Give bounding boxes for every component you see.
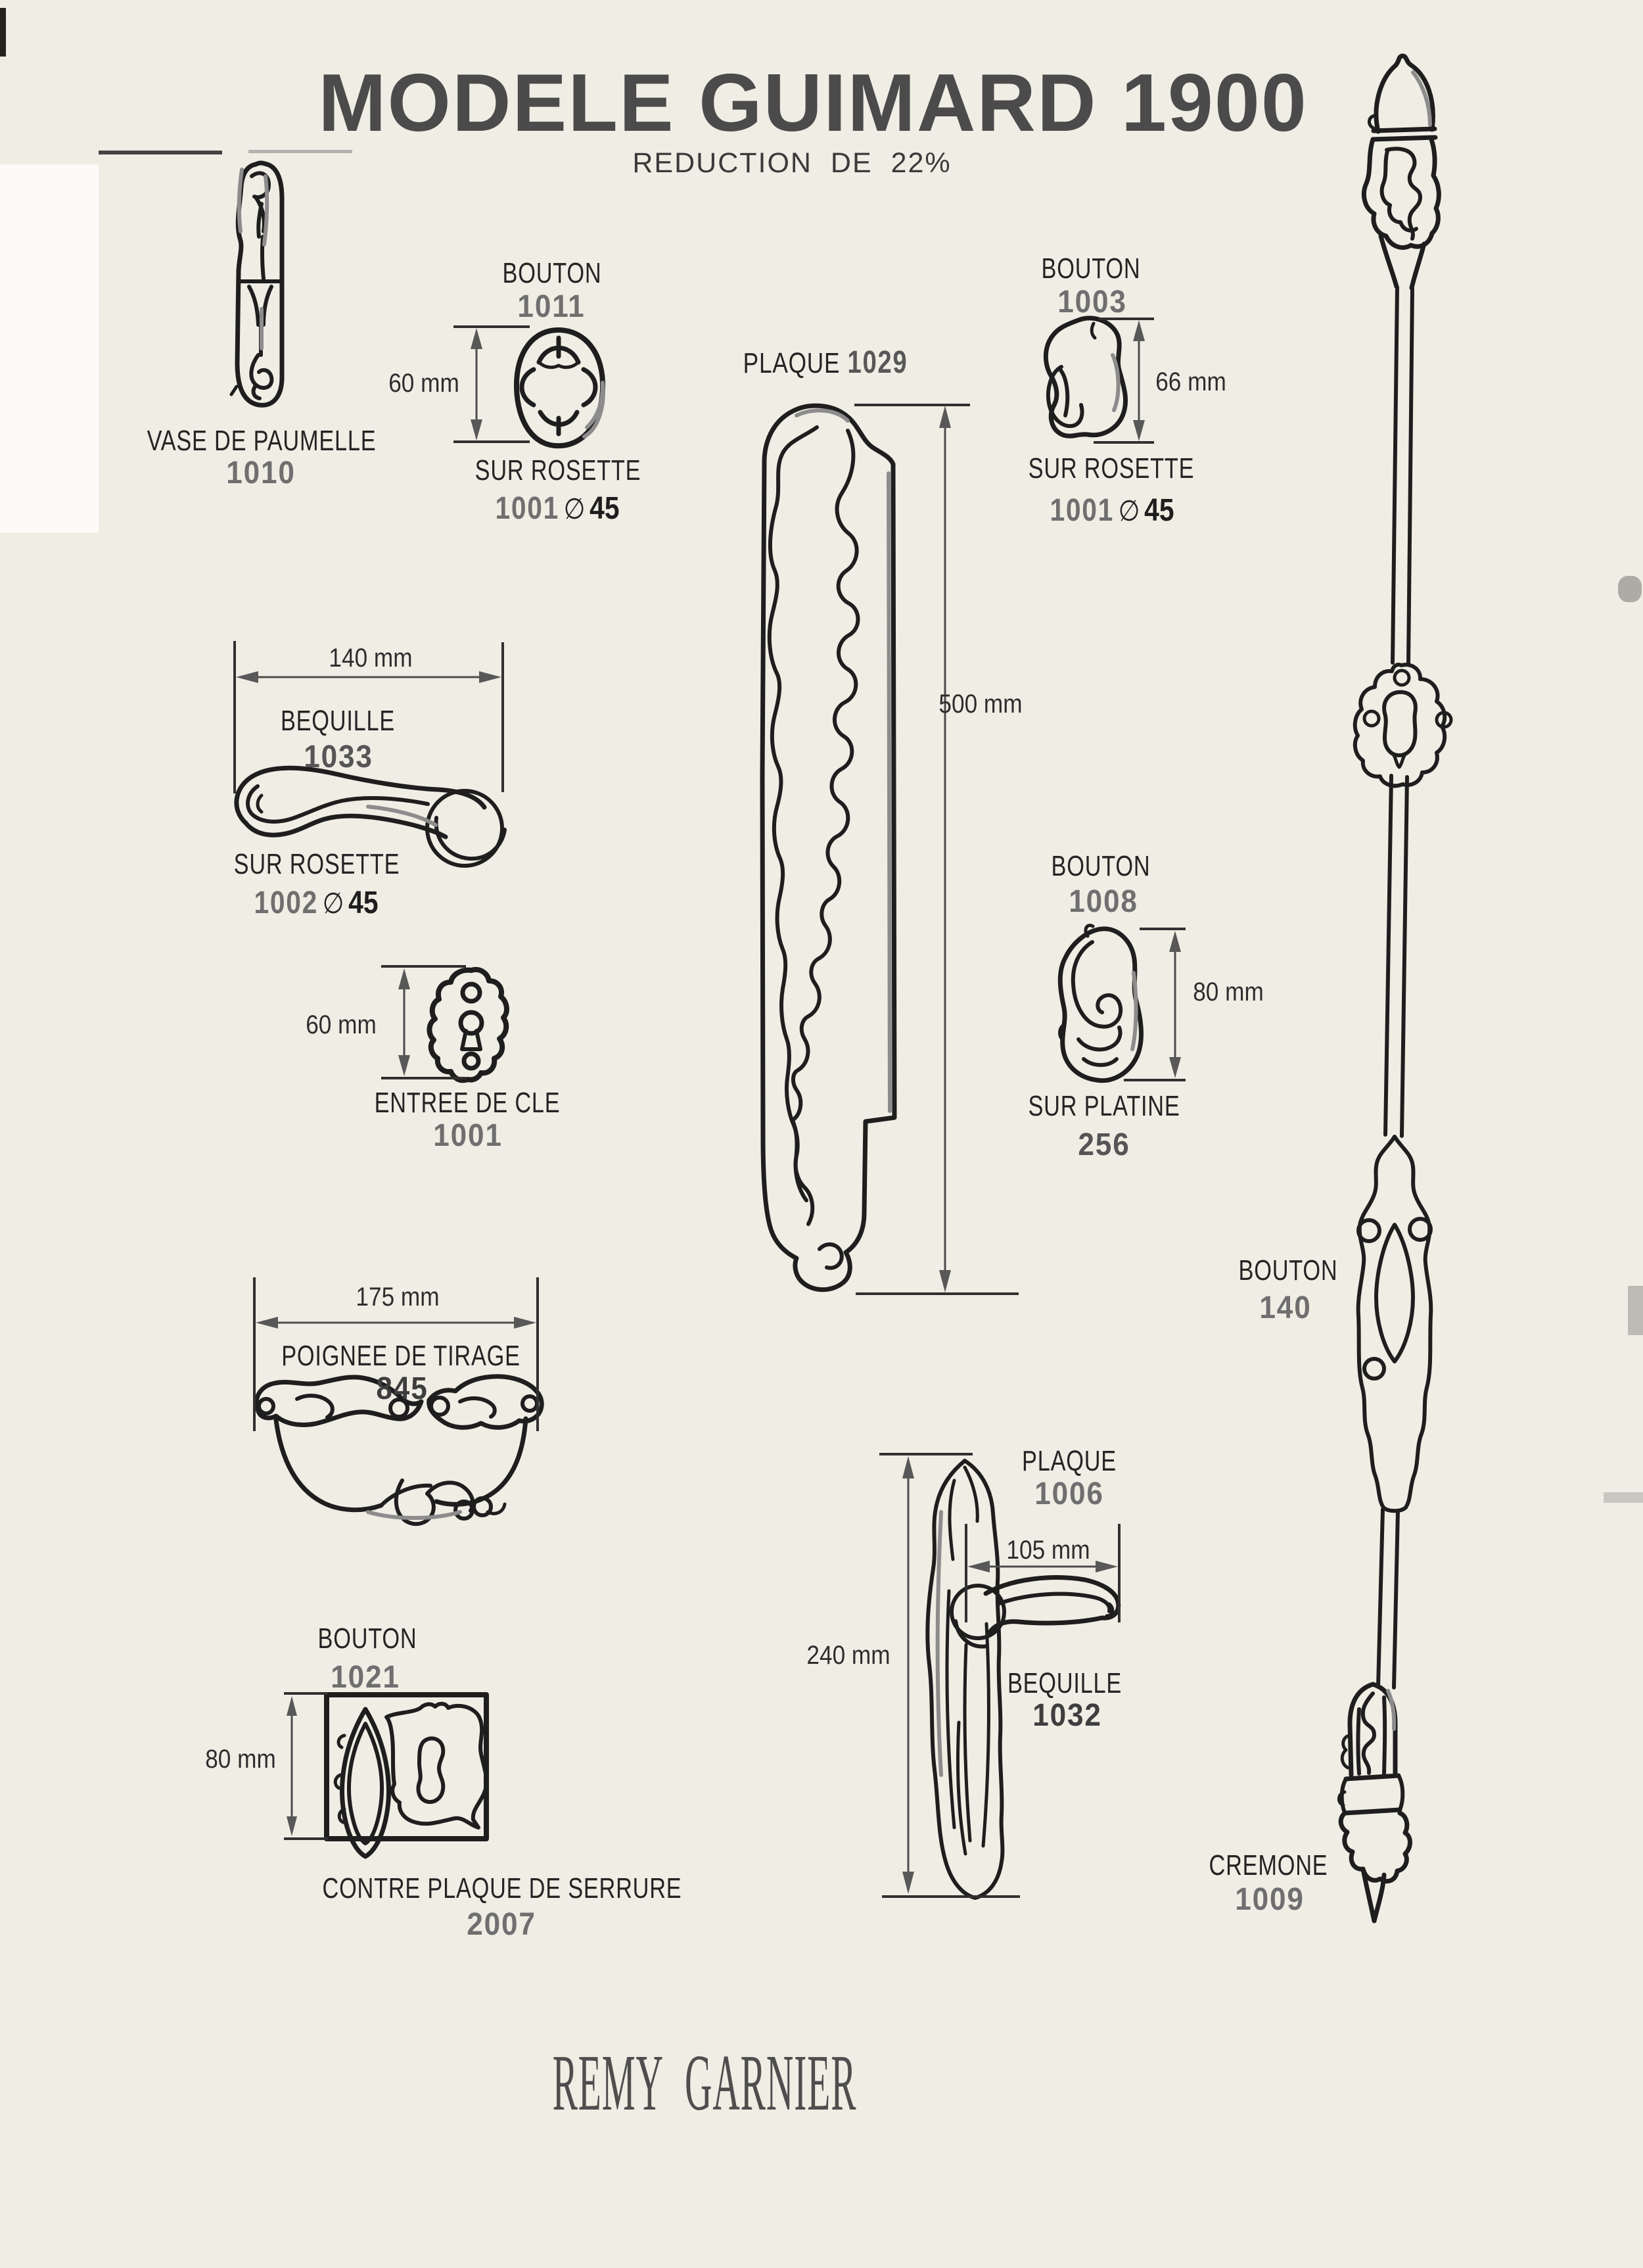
item-label: PLAQUE xyxy=(743,347,841,379)
vase-de-paumelle-drawing xyxy=(231,163,282,405)
item-label-entree: ENTREE DE CLE xyxy=(374,1087,561,1119)
item-ref-vase: 1010 xyxy=(226,456,296,490)
dimension-label-1006-h: 240 mm xyxy=(806,1641,891,1670)
bouton-1008-drawing xyxy=(1060,926,1142,1081)
bouton-1003-drawing xyxy=(1046,318,1125,436)
item-ref-cremone: 1009 xyxy=(1235,1882,1305,1917)
item-ref-poignee: 845 xyxy=(376,1371,428,1406)
item-ref-bequille-1032: 1032 xyxy=(1032,1698,1102,1733)
bouton-1021-contre-plaque-drawing xyxy=(327,1695,486,1856)
item-ref-plaque-1006: 1006 xyxy=(1034,1477,1104,1511)
cremone-1009-drawing xyxy=(1339,56,1451,1921)
item-label-cremone: CREMONE xyxy=(1209,1849,1328,1881)
page-subtitle: REDUCTION DE 22% xyxy=(632,147,952,179)
bouton-1011-drawing xyxy=(517,330,603,446)
diameter-value: 45 xyxy=(590,491,620,526)
item-ref-bouton-1008: 1008 xyxy=(1069,884,1138,919)
item-label-bequille-1032: BEQUILLE xyxy=(1007,1667,1122,1699)
dimension-label-1008: 80 mm xyxy=(1193,978,1264,1006)
item-label-plaque-1006: PLAQUE xyxy=(1022,1445,1117,1477)
dimension-label-1006-w: 105 mm xyxy=(1006,1536,1090,1565)
entree-de-cle-drawing xyxy=(429,970,507,1080)
dimension-label-845: 175 mm xyxy=(356,1283,440,1311)
dimension-label-1021: 80 mm xyxy=(205,1745,276,1774)
page-title: MODELE GUIMARD 1900 xyxy=(318,58,1308,149)
diameter-symbol: ∅ xyxy=(563,493,586,525)
diameter-symbol: ∅ xyxy=(322,887,344,920)
mount-label-1008: SUR PLATINE xyxy=(1028,1090,1180,1122)
item-label-poignee: POIGNEE DE TIRAGE xyxy=(281,1340,521,1372)
item-ref-bequille-1033: 1033 xyxy=(304,740,373,774)
mount-label-1003: SUR ROSETTE xyxy=(1028,452,1195,484)
item-label-bouton-140: BOUTON xyxy=(1238,1254,1338,1287)
mount-ref: 1002 xyxy=(254,886,319,920)
item-label-bouton-1011: BOUTON xyxy=(502,257,602,289)
mount-code-1033 xyxy=(254,887,378,920)
item-label-bouton-1021: BOUTON xyxy=(317,1622,417,1655)
item-ref-bouton-1011: 1011 xyxy=(517,289,586,324)
mount-code-1011 xyxy=(495,492,619,525)
mount-ref-1008: 256 xyxy=(1078,1127,1130,1162)
item-ref-bouton-140: 140 xyxy=(1259,1290,1312,1325)
item-label-bequille-1033: BEQUILLE xyxy=(280,705,396,737)
mount-label-1033: SUR ROSETTE xyxy=(233,848,400,880)
item-label-contre-plaque: CONTRE PLAQUE DE SERRURE xyxy=(322,1872,682,1904)
dimension-label-1011: 60 mm xyxy=(388,369,459,398)
dimension-label-entree: 60 mm xyxy=(306,1010,377,1039)
diameter-value: 45 xyxy=(348,886,379,920)
mount-ref: 1001 xyxy=(495,491,560,526)
plaque-1029-drawing xyxy=(762,406,894,1290)
item-label-bouton-1008: BOUTON xyxy=(1051,850,1151,882)
item-label-plaque-1029 xyxy=(743,346,908,379)
item-ref-contre-plaque: 2007 xyxy=(467,1907,536,1942)
item-ref: 1029 xyxy=(847,345,908,380)
item-ref-bouton-1003: 1003 xyxy=(1057,285,1127,319)
dimension-label-1003: 66 mm xyxy=(1155,367,1226,396)
mount-ref: 1001 xyxy=(1050,493,1115,528)
item-label-vase: VASE DE PAUMELLE xyxy=(147,425,377,457)
diameter-value: 45 xyxy=(1144,493,1174,528)
dimension-label-1033: 140 mm xyxy=(329,644,413,673)
diameter-symbol: ∅ xyxy=(1118,495,1140,527)
dimension-label-1029: 500 mm xyxy=(938,690,1023,719)
mount-label-1011: SUR ROSETTE xyxy=(474,454,641,486)
item-ref-bouton-1021: 1021 xyxy=(331,1660,400,1695)
mount-code-1003 xyxy=(1050,494,1174,527)
brand-logotype: REMY GARNIER xyxy=(552,2039,857,2127)
item-label-bouton-1003: BOUTON xyxy=(1041,252,1141,285)
item-ref-entree: 1001 xyxy=(433,1118,503,1153)
